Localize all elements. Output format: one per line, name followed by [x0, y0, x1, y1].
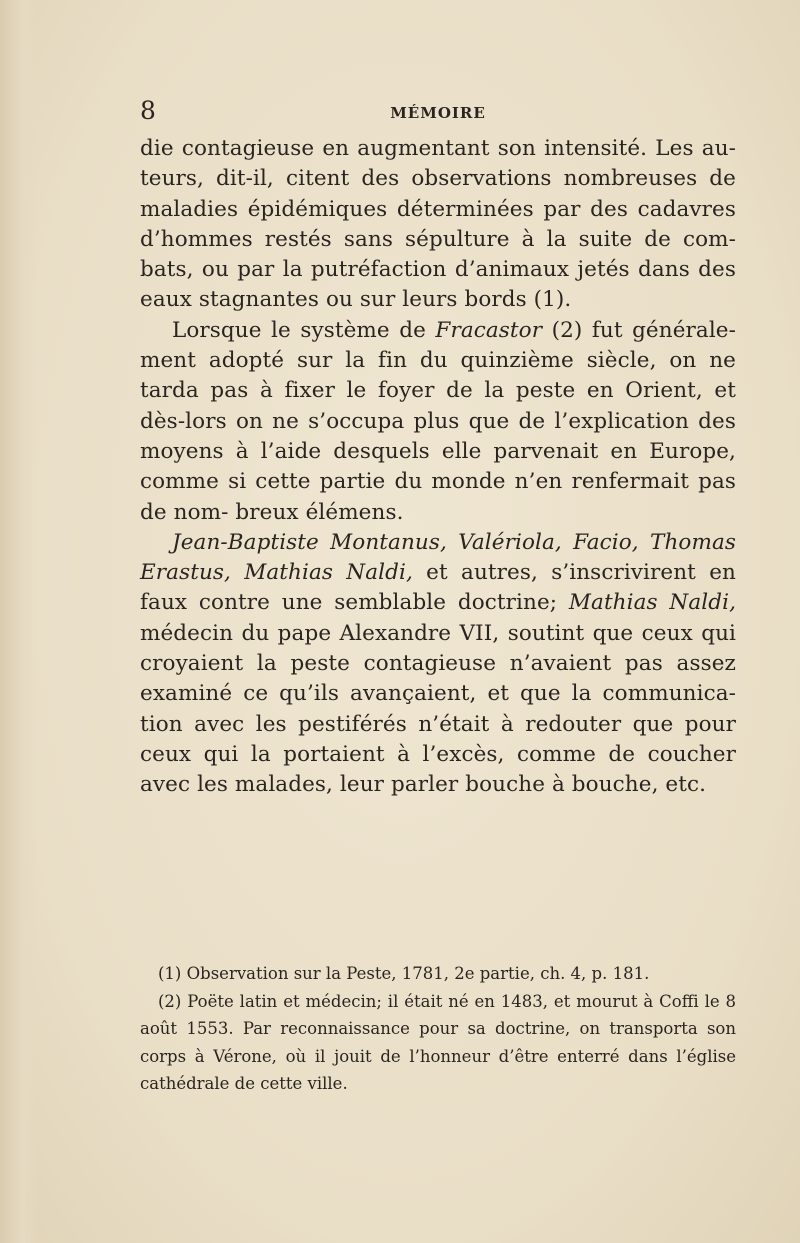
main-text [140, 134, 736, 801]
paragraph-1: die contagieuse en augmentant son intensité. Les au- teurs, dit-il, citent des observations nombreuses de maladies épidémiques déterminées par des cadavres d’hommes restés sans sépulture à la suite de com- bats, ou par la putréfaction d’animaux jetés dans des eaux stagnantes ou sur leurs bords (1). [140, 136, 736, 313]
paragraph-3-text-a: et autres, s’inscrivirent en faux contre une semblable doctrine; [140, 560, 736, 616]
footnote-1: (1) Observation sur la Peste, 1781, 2e partie, ch. 4, p. 181. [158, 964, 650, 983]
paragraph-2-text-b: (2) fut générale- ment adopté sur la fin du quinzième siècle, on ne tarda pas à fixer le foyer de la peste en Orient, et dès-lors on ne s’occupa plus que de l’explication des moyens à l’aide desquels elle parvenait en Europe, comme si cette partie du monde n’en renfermait pas de nom- breux élémens. [140, 317, 736, 525]
author-name-fracastor: Fracastor [435, 317, 543, 343]
author-name-naldi: Mathias Naldi, [568, 590, 737, 616]
paragraph-3-text-b: médecin du pape Alexandre VII, soutint que ceux qui croyaient la peste contagieuse n’avaient pas assez examiné ce qu’ils avançaient, et que la communica- tion avec les pestiférés n’était à redouter que pour ceux qui la portaient à l’excès, comme de coucher avec les malades, leur parler bouche à bouche, etc. [140, 620, 736, 798]
paragraph-2 [140, 316, 736, 528]
footnotes [140, 960, 736, 1098]
footnote-2: (2) Poëte latin et médecin; il était né en 1483, et mourut à Coffi le 8 août 1553. Par reconnaissance pour sa doctrine, on transporta son corps à Vérone, où il jouit de l’honneur d’être enterré dans l’église cathédrale de cette ville. [140, 991, 736, 1093]
page-number: 8 [140, 96, 156, 125]
paragraph-3 [140, 528, 736, 801]
page-gutter-shadow [0, 0, 38, 1243]
author-names-list: Jean-Baptiste Montanus, Valériola, Facio, Thomas Erastus, Mathias Naldi, [140, 529, 736, 586]
paragraph-2-text-a: Lorsque le système de [172, 317, 436, 343]
running-title: MÉMOIRE [390, 104, 486, 122]
page-header [140, 96, 736, 126]
